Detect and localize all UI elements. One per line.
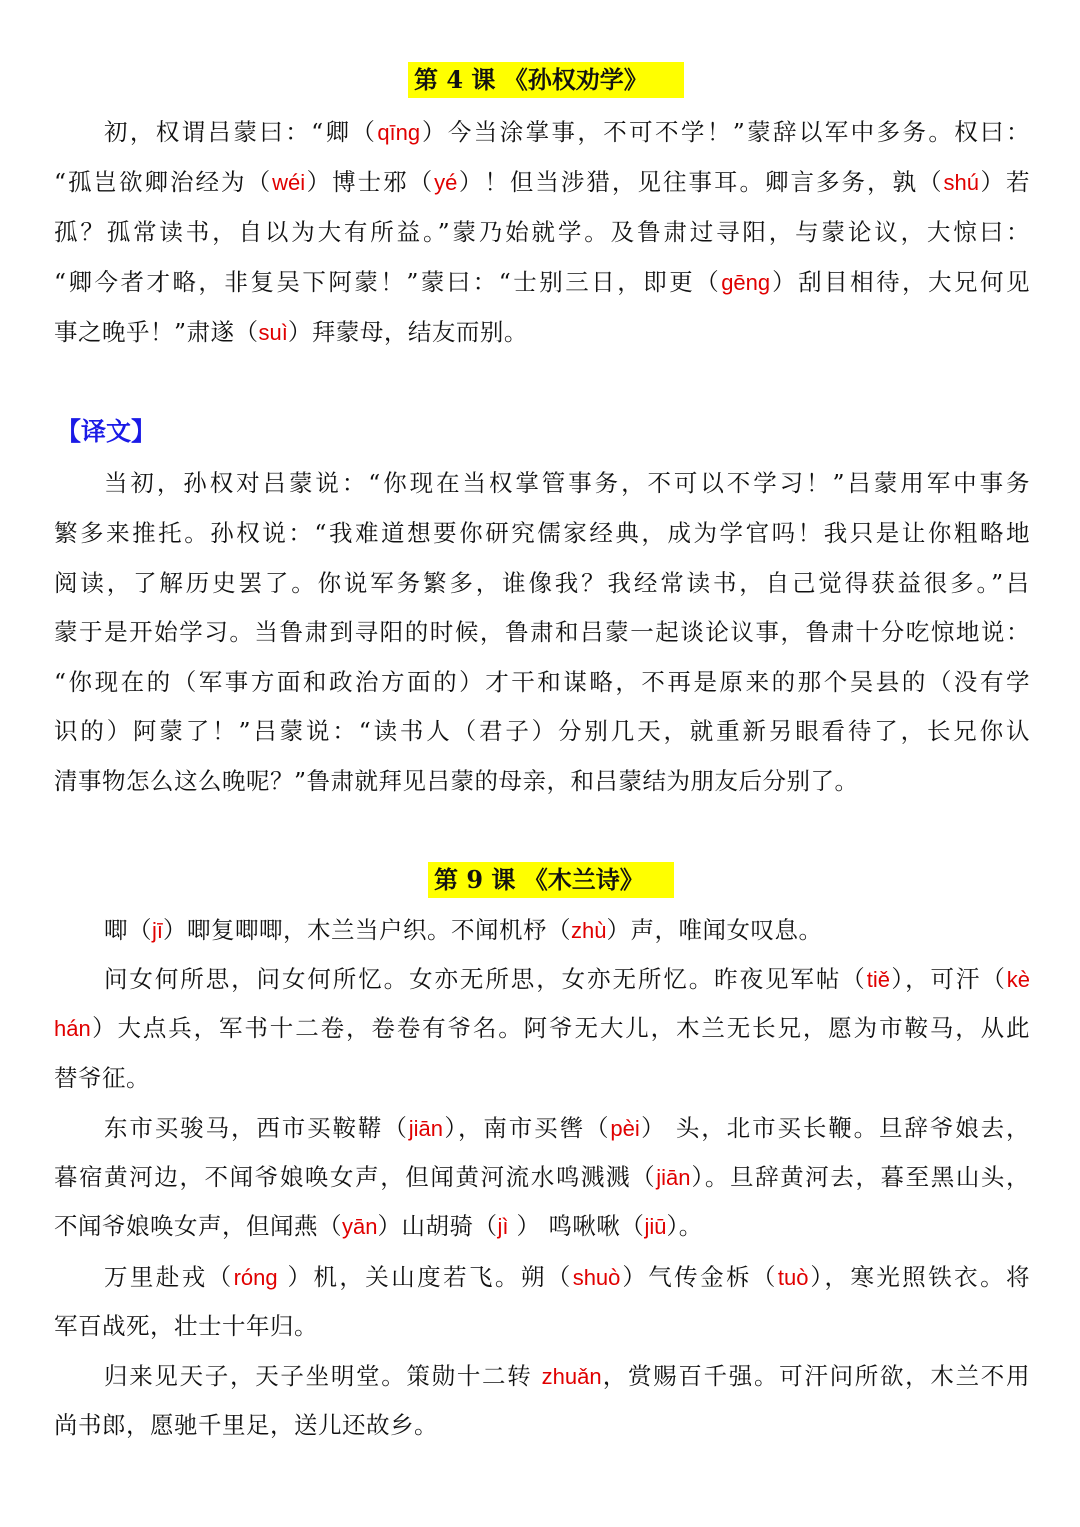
l9-line-2	[54, 1010, 1030, 1046]
text-segment: 归来见天子，天子坐明堂。策勋十二转	[104, 1362, 542, 1390]
text-segment: ）刮目相待，大兄何见	[770, 268, 1031, 296]
tr-line-4	[54, 664, 1030, 700]
l9-line-5	[54, 1159, 1030, 1195]
pinyin-annotation: qīng	[377, 120, 421, 145]
tr-line-0	[104, 465, 1030, 501]
tr-line-1	[54, 515, 1030, 551]
text-segment: ） 头，北市买长鞭。旦辞爷娘去，	[639, 1114, 1030, 1142]
l9-line-0	[104, 912, 1030, 948]
l9-line-1	[104, 961, 1030, 997]
tr-line-3	[54, 614, 1030, 650]
text-segment: ） 鸣啾啾（	[508, 1212, 645, 1240]
l9-line-10	[54, 1407, 1030, 1443]
translation-label: 【译文】	[56, 417, 157, 446]
pinyin-annotation: tuò	[777, 1265, 809, 1290]
text-segment: ）气传金柝（	[620, 1263, 778, 1291]
l9-line-3	[54, 1060, 1030, 1096]
text-segment: 蒙于是开始学习。当鲁肃到寻阳的时候，鲁肃和吕蒙一起谈论议事，鲁肃十分吃惊地说：	[54, 618, 1030, 646]
text-segment: ）大点兵，军书十二卷，卷卷有爷名。阿爷无大儿，木兰无长兄，愿为市鞍马，从此	[90, 1014, 1030, 1042]
text-segment: 唧（	[104, 916, 152, 944]
l4-line-3	[54, 264, 1030, 300]
text-segment: ），南市买辔（	[442, 1114, 611, 1142]
pinyin-annotation: gēng	[721, 270, 771, 295]
pinyin-annotation: suì	[258, 320, 288, 345]
text-segment: 初，权谓吕蒙曰：“卿（	[104, 118, 378, 146]
pinyin-annotation: yé	[434, 170, 458, 195]
pinyin-annotation: jī	[152, 918, 163, 943]
text-segment: 不闻爷娘唤女声，但闻燕（	[54, 1212, 342, 1240]
text-segment: 尚书郎，愿驰千里足，送儿还故乡。	[54, 1411, 438, 1439]
l4-line-0	[104, 114, 1030, 150]
text-segment: ）山胡骑（	[377, 1212, 498, 1240]
pinyin-annotation: jì	[497, 1214, 509, 1239]
text-segment: 繁多来推托。孙权说：“我难道想要你研究儒家经典，成为学官吗！我只是让你粗略地	[54, 519, 1030, 547]
l9-line-7	[104, 1259, 1030, 1295]
text-segment: 暮宿黄河边，不闻爷娘唤女声，但闻黄河流水鸣溅溅（	[54, 1163, 657, 1191]
text-segment: 军百战死，壮士十年归。	[54, 1312, 318, 1340]
text-segment: “你现在的（军事方面和政治方面的）才干和谋略，不再是原来的那个吴县的（没有学	[54, 668, 1030, 696]
text-segment: ）声，唯闻女叹息。	[606, 916, 823, 944]
text-segment: 孤？孤常读书，自以为大有所益。”蒙乃始就学。及鲁肃过寻阳，与蒙论议，大惊曰：	[54, 218, 1030, 246]
text-segment: 阅读，了解历史罢了。你说军务繁多，谁像我？我经常读书，自己觉得获益很多。”吕	[54, 569, 1030, 597]
l9-line-8	[54, 1308, 1030, 1344]
pinyin-annotation: jiān	[656, 1165, 691, 1190]
lesson-9-title: 第 9 课 《木兰诗》	[428, 862, 674, 898]
pinyin-annotation: jiān	[408, 1116, 443, 1141]
text-segment: 事之晚乎！”肃遂（	[54, 318, 259, 346]
text-segment: ），可汗（	[889, 965, 1007, 993]
text-segment: 问女何所思，问女何所忆。女亦无所思，女亦无所忆。昨夜见军帖（	[104, 965, 867, 993]
l9-line-9	[104, 1358, 1030, 1394]
text-segment: “卿今者才略，非复吴下阿蒙！”蒙曰：“士别三日，即更（	[54, 268, 722, 296]
text-segment: 当初，孙权对吕蒙说：“你现在当权掌管事务，不可以不学习！”吕蒙用军中事务	[104, 469, 1030, 497]
text-segment: ）。旦辞黄河去，暮至黑山头，	[690, 1163, 1031, 1191]
tr-line-2	[54, 565, 1030, 601]
pinyin-annotation: róng	[233, 1265, 278, 1290]
pinyin-annotation: shuò	[572, 1265, 621, 1290]
tr-line-5	[54, 713, 1030, 749]
pinyin-annotation: tiě	[866, 967, 890, 992]
pinyin-annotation: kè	[1006, 967, 1031, 992]
text-segment: “孤岂欲卿治经为（	[54, 168, 273, 196]
pinyin-annotation: hán	[54, 1016, 91, 1041]
pinyin-annotation: pèi	[610, 1116, 640, 1141]
text-segment: 替爷征。	[54, 1064, 150, 1092]
l4-line-1	[54, 164, 1030, 200]
pinyin-annotation: zhù	[571, 918, 607, 943]
l9-line-4	[104, 1110, 1030, 1146]
text-segment: ）！但当涉猎，见往事耳。卿言多务，孰（	[457, 168, 944, 196]
pinyin-annotation: zhuǎn	[541, 1364, 602, 1389]
text-segment: ）唧复唧唧，木兰当户织。不闻机杼（	[163, 916, 571, 944]
text-segment: 万里赴戎（	[104, 1263, 234, 1291]
text-segment: ），寒光照铁衣。将	[808, 1263, 1030, 1291]
text-segment: 清事物怎么这么晚呢？”鲁肃就拜见吕蒙的母亲，和吕蒙结为朋友后分别了。	[54, 767, 859, 795]
text-segment: ）若	[979, 168, 1031, 196]
text-segment: ）。	[666, 1212, 703, 1240]
lesson-4-title: 第 4 课 《孙权劝学》	[408, 62, 684, 98]
text-segment: ）今当涂掌事，不可不学！”蒙辞以军中多务。权曰：	[420, 118, 1031, 146]
text-segment: ）机，关山度若飞。朔（	[277, 1263, 573, 1291]
pinyin-annotation: wéi	[272, 170, 306, 195]
pinyin-annotation: yān	[342, 1214, 378, 1239]
l4-line-4	[54, 314, 1030, 350]
l9-line-6	[54, 1208, 1030, 1244]
l4-line-2	[54, 214, 1030, 250]
pinyin-annotation: shú	[943, 170, 980, 195]
tr-line-6	[54, 763, 1030, 799]
text-segment: ，赏赐百千强。可汗问所欲，木兰不用	[601, 1362, 1030, 1390]
pinyin-annotation: jiū	[644, 1214, 667, 1239]
text-segment: 东市买骏马，西市买鞍鞯（	[104, 1114, 409, 1142]
text-segment: ）博士邪（	[305, 168, 435, 196]
text-segment: 识的）阿蒙了！”吕蒙说：“读书人（君子）分别几天，就重新另眼看待了，长兄你认	[54, 717, 1030, 745]
text-segment: ）拜蒙母，结友而别。	[287, 318, 528, 346]
